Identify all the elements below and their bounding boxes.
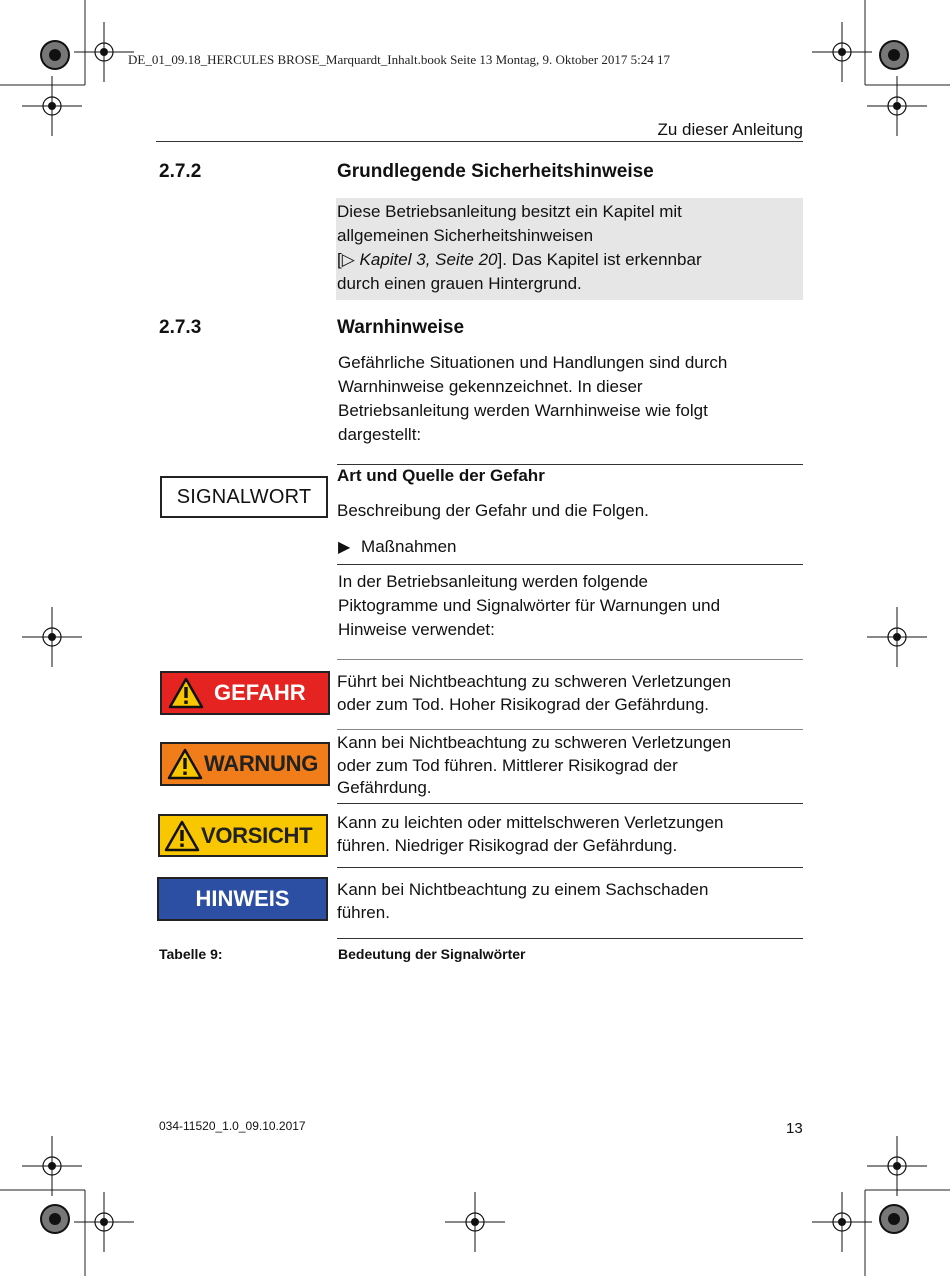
gefahr-label: GEFAHR <box>160 671 330 715</box>
pictogram-intro-text: In der Betriebsanleitung werden folgende Piktogramme und Signalwörter für Warnungen und Hinweise verwendet: <box>338 572 721 639</box>
example-top-rule <box>337 464 803 465</box>
example-measures: ▶ Maßnahmen <box>338 537 457 556</box>
warnung-label: WARNUNG <box>160 742 330 786</box>
table-rule <box>337 867 803 868</box>
section-title: Grundlegende Sicherheitshinweise <box>337 161 654 182</box>
example-heading: Art und Quelle der Gefahr <box>337 466 545 485</box>
header-rule <box>156 141 803 142</box>
chapter-reference-link[interactable]: Kapitel 3, Seite 20 <box>359 250 498 269</box>
bullet-triangle-icon: ▶ <box>338 539 351 556</box>
section-number: 2.7.2 <box>159 161 202 182</box>
signalwort-box: SIGNALWORT <box>160 476 328 518</box>
warning-triangle-icon <box>164 820 200 852</box>
table-rule <box>337 659 803 660</box>
page-number: 13 <box>786 1120 803 1137</box>
document-id: 034-11520_1.0_09.10.2017 <box>159 1119 306 1133</box>
vorsicht-label: VORSICHT <box>158 814 328 857</box>
hinweis-description: Kann bei Nichtbeachtung zu einem Sachschaden führen. <box>337 880 709 922</box>
section-number: 2.7.3 <box>159 317 202 338</box>
section-title: Warnhinweise <box>337 317 465 338</box>
table-caption-label: Tabelle 9: <box>159 946 223 962</box>
running-head: Zu dieser Anleitung <box>657 120 803 139</box>
warning-intro-text: Gefährliche Situationen und Handlungen sind durch Warnhinweise gekennzeichnet. In dieser Betriebsanleitung werden Warnhinweise wie folgt dargestellt: <box>338 353 728 444</box>
gefahr-description: Führt bei Nichtbeachtung zu schweren Verletzungen oder zum Tod. Hoher Risikograd der Gefährdung. <box>337 672 732 714</box>
example-bottom-rule <box>337 564 803 565</box>
table-caption-text: Bedeutung der Signalwörter <box>338 946 526 962</box>
warning-triangle-icon <box>168 677 204 709</box>
safety-info-text: Diese Betriebsanleitung besitzt ein Kapitel mit allgemeinen Sicherheitshinweisen [▷ Kapitel 3, Seite 20]. Das Kapitel ist erkennbar durch einen grauen Hintergrund. <box>337 202 702 293</box>
example-description: Beschreibung der Gefahr und die Folgen. <box>337 501 649 520</box>
hinweis-label: HINWEIS <box>157 877 328 921</box>
table-rule <box>337 803 803 804</box>
safety-info-box <box>336 198 803 300</box>
vorsicht-description: Kann zu leichten oder mittelschweren Verletzungen führen. Niedriger Risikograd der Gefährdung. <box>337 813 724 855</box>
warnung-description: Kann bei Nichtbeachtung zu schweren Verletzungen oder zum Tod führen. Mittlerer Risikograd der Gefährdung. <box>337 733 732 797</box>
warning-triangle-icon <box>167 748 203 780</box>
table-bottom-rule <box>337 938 803 939</box>
print-info: DE_01_09.18_HERCULES BROSE_Marquardt_Inhalt.book Seite 13 Montag, 9. Oktober 2017 5:24 17 <box>128 52 670 67</box>
table-rule <box>337 729 803 730</box>
